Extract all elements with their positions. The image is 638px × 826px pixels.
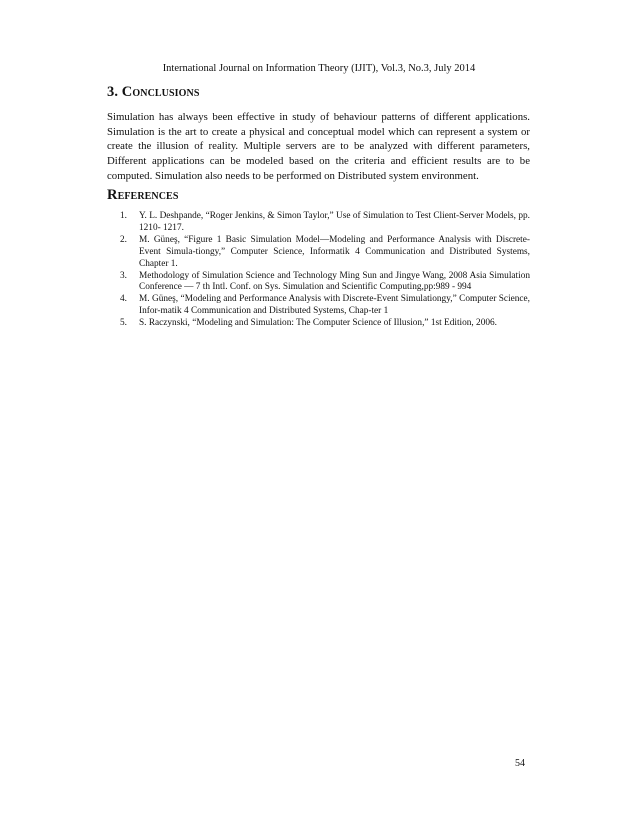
reference-item — [107, 318, 530, 330]
reference-number: 3. — [120, 270, 127, 281]
reference-item — [107, 235, 530, 271]
running-header: International Journal on Information Theory (IJIT), Vol.3, No.3, July 2014 — [162, 63, 476, 74]
conclusions-paragraph: Simulation has always been effective in study of behaviour patterns of different applications. Simulation is the art to create a physical and conceptual model which can represent a system or create the illusion of reality. Multiple servers are to be analyzed with different parameters, Different applications can be modeled based on the criteria and efficient results are to be computed. Simulation also needs to be performed on Distributed system environment. — [107, 111, 530, 182]
reference-number: 1. — [120, 211, 127, 221]
references-heading: References — [107, 187, 179, 203]
reference-text: Y. L. Deshpande, “Roger Jenkins, & Simon Taylor,” Use of Simulation to Test Client-Server Models, pp. 1210- 1217. — [139, 211, 530, 233]
reference-number: 5. — [120, 318, 127, 329]
reference-text: Methodology of Simulation Science and Technology Ming Sun and Jingye Wang, 2008 Asia Simulation Conference — 7 th Intl. Conf. on Sys. Simulation and Scientific Computing,pp:989 - 994 — [139, 270, 530, 293]
reference-text: S. Raczynski, “Modeling and Simulation: The Computer Science of Illusion,” 1st Edition, 2006. — [139, 318, 497, 329]
reference-text: M. Güneş, “Figure 1 Basic Simulation Model—Modeling and Performance Analysis with Discrete-Event Simula-tiongy,” Computer Science, Informatik 4 Communication and Distributed Systems, Chapter 1. — [139, 234, 530, 269]
reference-list — [107, 211, 530, 330]
reference-number: 2. — [120, 234, 127, 245]
reference-item — [107, 211, 530, 235]
page-number: 54 — [515, 758, 525, 769]
reference-number: 4. — [120, 294, 127, 305]
reference-item — [107, 294, 530, 318]
conclusions-heading: 3. Conclusions — [107, 84, 200, 100]
reference-item — [107, 271, 530, 295]
reference-text: M. Güneş, “Modeling and Performance Analysis with Discrete-Event Simulationgy,” Computer Science, Infor-matik 4 Communication and Distributed Systems, Chap-ter 1 — [139, 294, 530, 317]
